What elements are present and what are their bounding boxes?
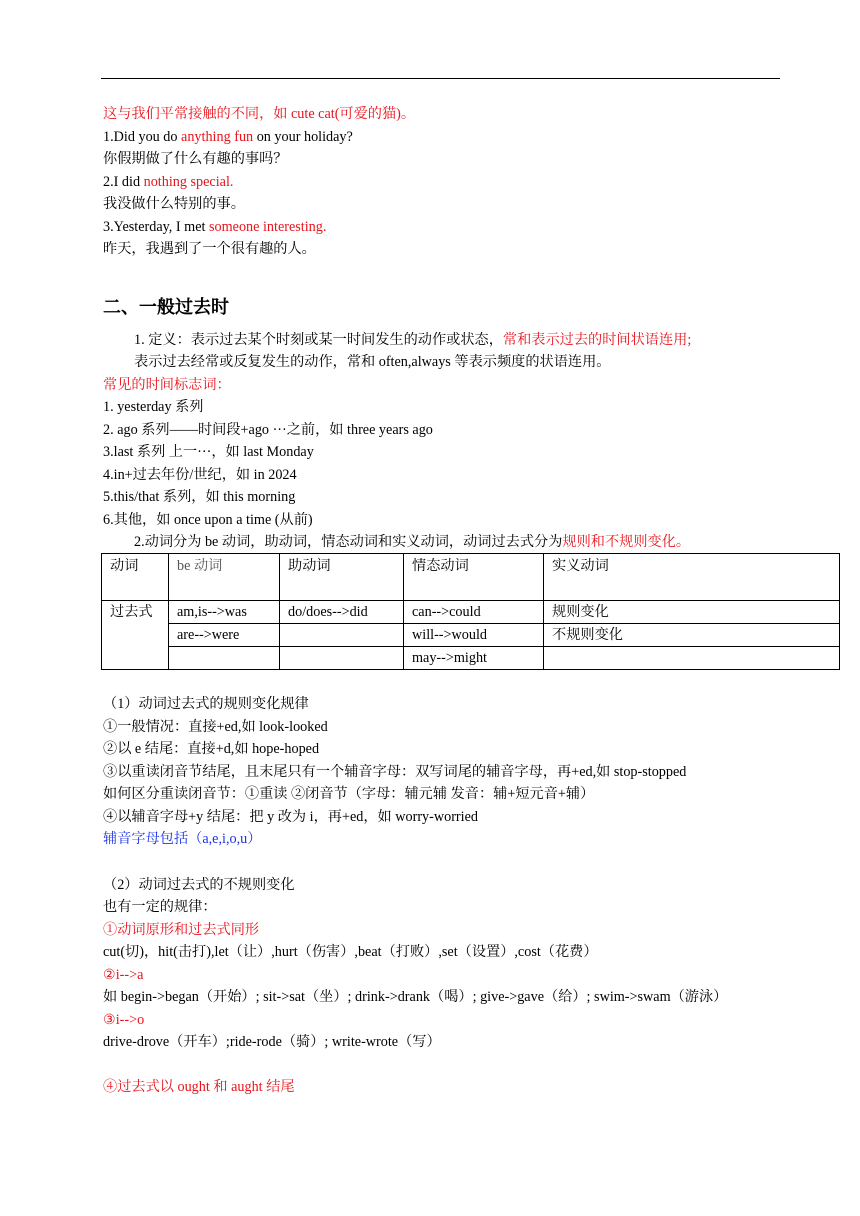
marker-item: 2. ago 系列——时间段+ago ···之前，如 three years ago [103, 422, 433, 438]
irregular-group: ④过去式以 ought 和 aught 结尾 [103, 1079, 295, 1095]
table-header-cell: 助动词 [280, 554, 404, 601]
table-cell [169, 647, 280, 670]
table-header-cell: 情态动词 [404, 554, 544, 601]
highlight: 常和表示过去的时间状语连用; [502, 332, 692, 348]
irregular-group: ①动词原形和过去式同形 [103, 922, 260, 938]
marker-item: 3.last 系列 上一···，如 last Monday [103, 444, 314, 460]
table-cell [544, 647, 840, 670]
highlight: 规则和不规则变化。 [562, 534, 691, 550]
table-cell: 不规则变化 [544, 624, 840, 647]
irregular-group: ②i-->a [103, 967, 144, 983]
verb-table [101, 553, 840, 670]
marker-item: 4.in+过去年份/世纪，如 in 2024 [103, 467, 297, 483]
highlight: anything fun [181, 129, 254, 145]
example-2-translation: 我没做什么特别的事。 [103, 196, 245, 212]
table-cell: am,is-->was [169, 601, 280, 624]
irregular-examples: drive-drove（开车）;ride-rode（骑）; write-wrote（写） [103, 1034, 441, 1050]
regular-rule: ②以 e 结尾：直接+d,如 hope-hoped [103, 741, 320, 757]
table-cell: will-->would [404, 624, 544, 647]
table-header-cell: 动词 [102, 554, 169, 601]
table-cell: 规则变化 [544, 601, 840, 624]
table-header-cell: 实义动词 [544, 554, 840, 601]
marker-item: 5.this/that 系列，如 this morning [103, 489, 296, 505]
regular-rule: ①一般情况：直接+ed,如 look-looked [103, 719, 328, 735]
regular-rule: ④以辅音字母+y 结尾：把 y 改为 i，再+ed，如 worry-worried [103, 809, 478, 825]
irregular-subtitle: 也有一定的规律： [103, 899, 217, 915]
table-row [102, 647, 840, 670]
highlight: nothing special. [143, 174, 234, 190]
definition: 1. 定义：表示过去某个时刻或某一时间发生的动作或状态，常和表示过去的时间状语连用; [134, 332, 692, 348]
header-rule [101, 78, 780, 79]
table-row [102, 601, 840, 624]
verb-types-intro: 2.动词分为 be 动词，助动词，情态动词和实义动词，动词过去式分为规则和不规则变化。 [134, 534, 691, 550]
irregular-title: （2）动词过去式的不规则变化 [103, 877, 295, 893]
table-header-row [102, 554, 840, 601]
intro-line: 这与我们平常接触的不同，如 cute cat(可爱的猫)。 [103, 106, 416, 122]
definition-2: 表示过去经常或反复发生的动作，常和 often,always 等表示频度的状语连用。 [134, 354, 611, 370]
regular-rule-note: 如何区分重读闭音节：①重读 ②闭音节（字母：辅元辅 发音：辅+短元音+辅） [103, 786, 595, 802]
regular-title: （1）动词过去式的规则变化规律 [103, 696, 309, 712]
highlight: someone interesting. [209, 219, 327, 235]
table-cell: are-->were [169, 624, 280, 647]
example-1: 1.Did you do anything fun on your holiday? [103, 129, 353, 145]
markers-title: 常见的时间标志词： [103, 377, 231, 393]
irregular-examples: cut(切)，hit(击打),let（让）,hurt（伤害）,beat（打败）,set（设置）,cost（花费） [103, 944, 598, 960]
example-1-translation: 你假期做了什么有趣的事吗？ [103, 151, 288, 167]
table-row [102, 624, 840, 647]
table-cell: can-->could [404, 601, 544, 624]
example-3: 3.Yesterday, I met someone interesting. [103, 219, 327, 235]
irregular-examples: 如 begin->began（开始）; sit->sat（坐）; drink->drank（喝）; give->gave（给）; swim->swam（游泳） [103, 989, 728, 1005]
marker-item: 1. yesterday 系列 [103, 399, 204, 415]
table-header-cell: be 动词 [169, 554, 280, 601]
consonant-note: 辅音字母包括（a,e,i,o,u） [103, 831, 262, 847]
row-label: 过去式 [102, 601, 169, 670]
table-cell [280, 647, 404, 670]
example-2: 2.I did nothing special. [103, 174, 234, 190]
example-3-translation: 昨天，我遇到了一个很有趣的人。 [103, 241, 316, 257]
table-cell [280, 624, 404, 647]
table-cell: may-->might [404, 647, 544, 670]
regular-rule: ③以重读闭音节结尾，且末尾只有一个辅音字母：双写词尾的辅音字母，再+ed,如 stop-stopped [103, 764, 687, 780]
table-cell: do/does-->did [280, 601, 404, 624]
marker-item: 6.其他，如 once upon a time (从前) [103, 512, 313, 528]
section-heading: 二、一般过去时 [103, 297, 229, 318]
irregular-group: ③i-->o [103, 1012, 145, 1028]
